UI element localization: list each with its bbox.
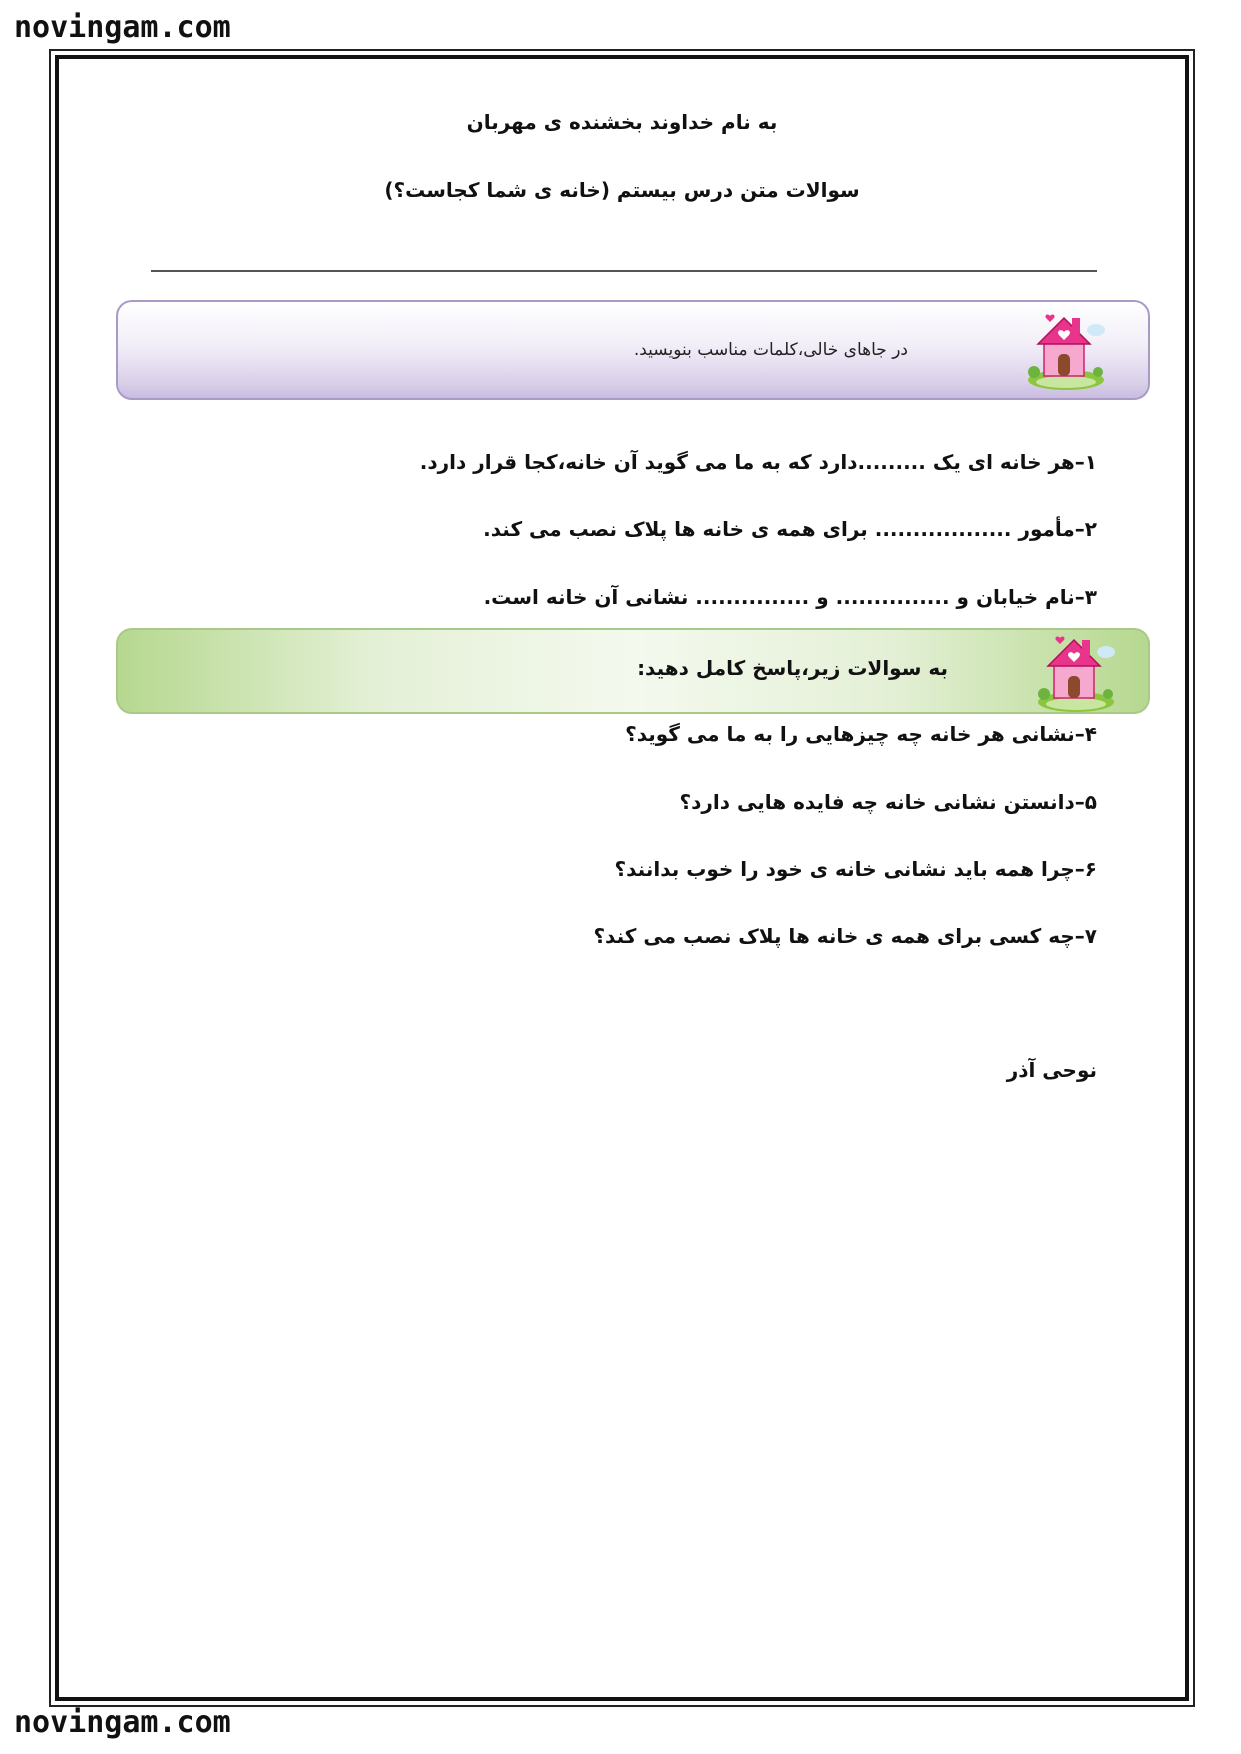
house-icon (1030, 632, 1118, 714)
instruction-answer: به سوالات زیر،پاسخ کامل دهید: (637, 656, 948, 680)
question-2: ۲–مأمور .................. برای همه ی خانه ها پلاک نصب می کند. (483, 517, 1097, 541)
divider (151, 270, 1097, 272)
instruction-banner-answer (116, 628, 1150, 714)
page-subtitle: سوالات متن درس بیستم (خانه ی شما کجاست؟) (384, 178, 860, 202)
watermark-top: novingam.com (14, 10, 231, 45)
page-title: به نام خداوند بخشنده ی مهربان (466, 110, 778, 134)
instruction-fill-blank: در جاهای خالی،کلمات مناسب بنویسید. (633, 340, 908, 360)
watermark-bottom: novingam.com (14, 1705, 231, 1740)
question-7: ۷–چه کسی برای همه ی خانه ها پلاک نصب می کند؟ (593, 924, 1097, 948)
question-4: ۴–نشانی هر خانه چه چیزهایی را به ما می گوید؟ (625, 722, 1097, 746)
question-3: ۳–نام خیابان و ............... و ............... نشانی آن خانه است. (483, 585, 1097, 609)
question-5: ۵–دانستن نشانی خانه چه فایده هایی دارد؟ (679, 790, 1097, 814)
instruction-banner-fill-blank (116, 300, 1150, 400)
house-icon (1020, 310, 1108, 392)
question-1: ۱–هر خانه ای یک .........دارد که به ما می گوید آن خانه،کجا قرار دارد. (419, 450, 1097, 474)
question-6: ۶–چرا همه باید نشانی خانه ی خود را خوب بدانند؟ (614, 857, 1097, 881)
author-name: نوحی آذر (1006, 1058, 1097, 1082)
